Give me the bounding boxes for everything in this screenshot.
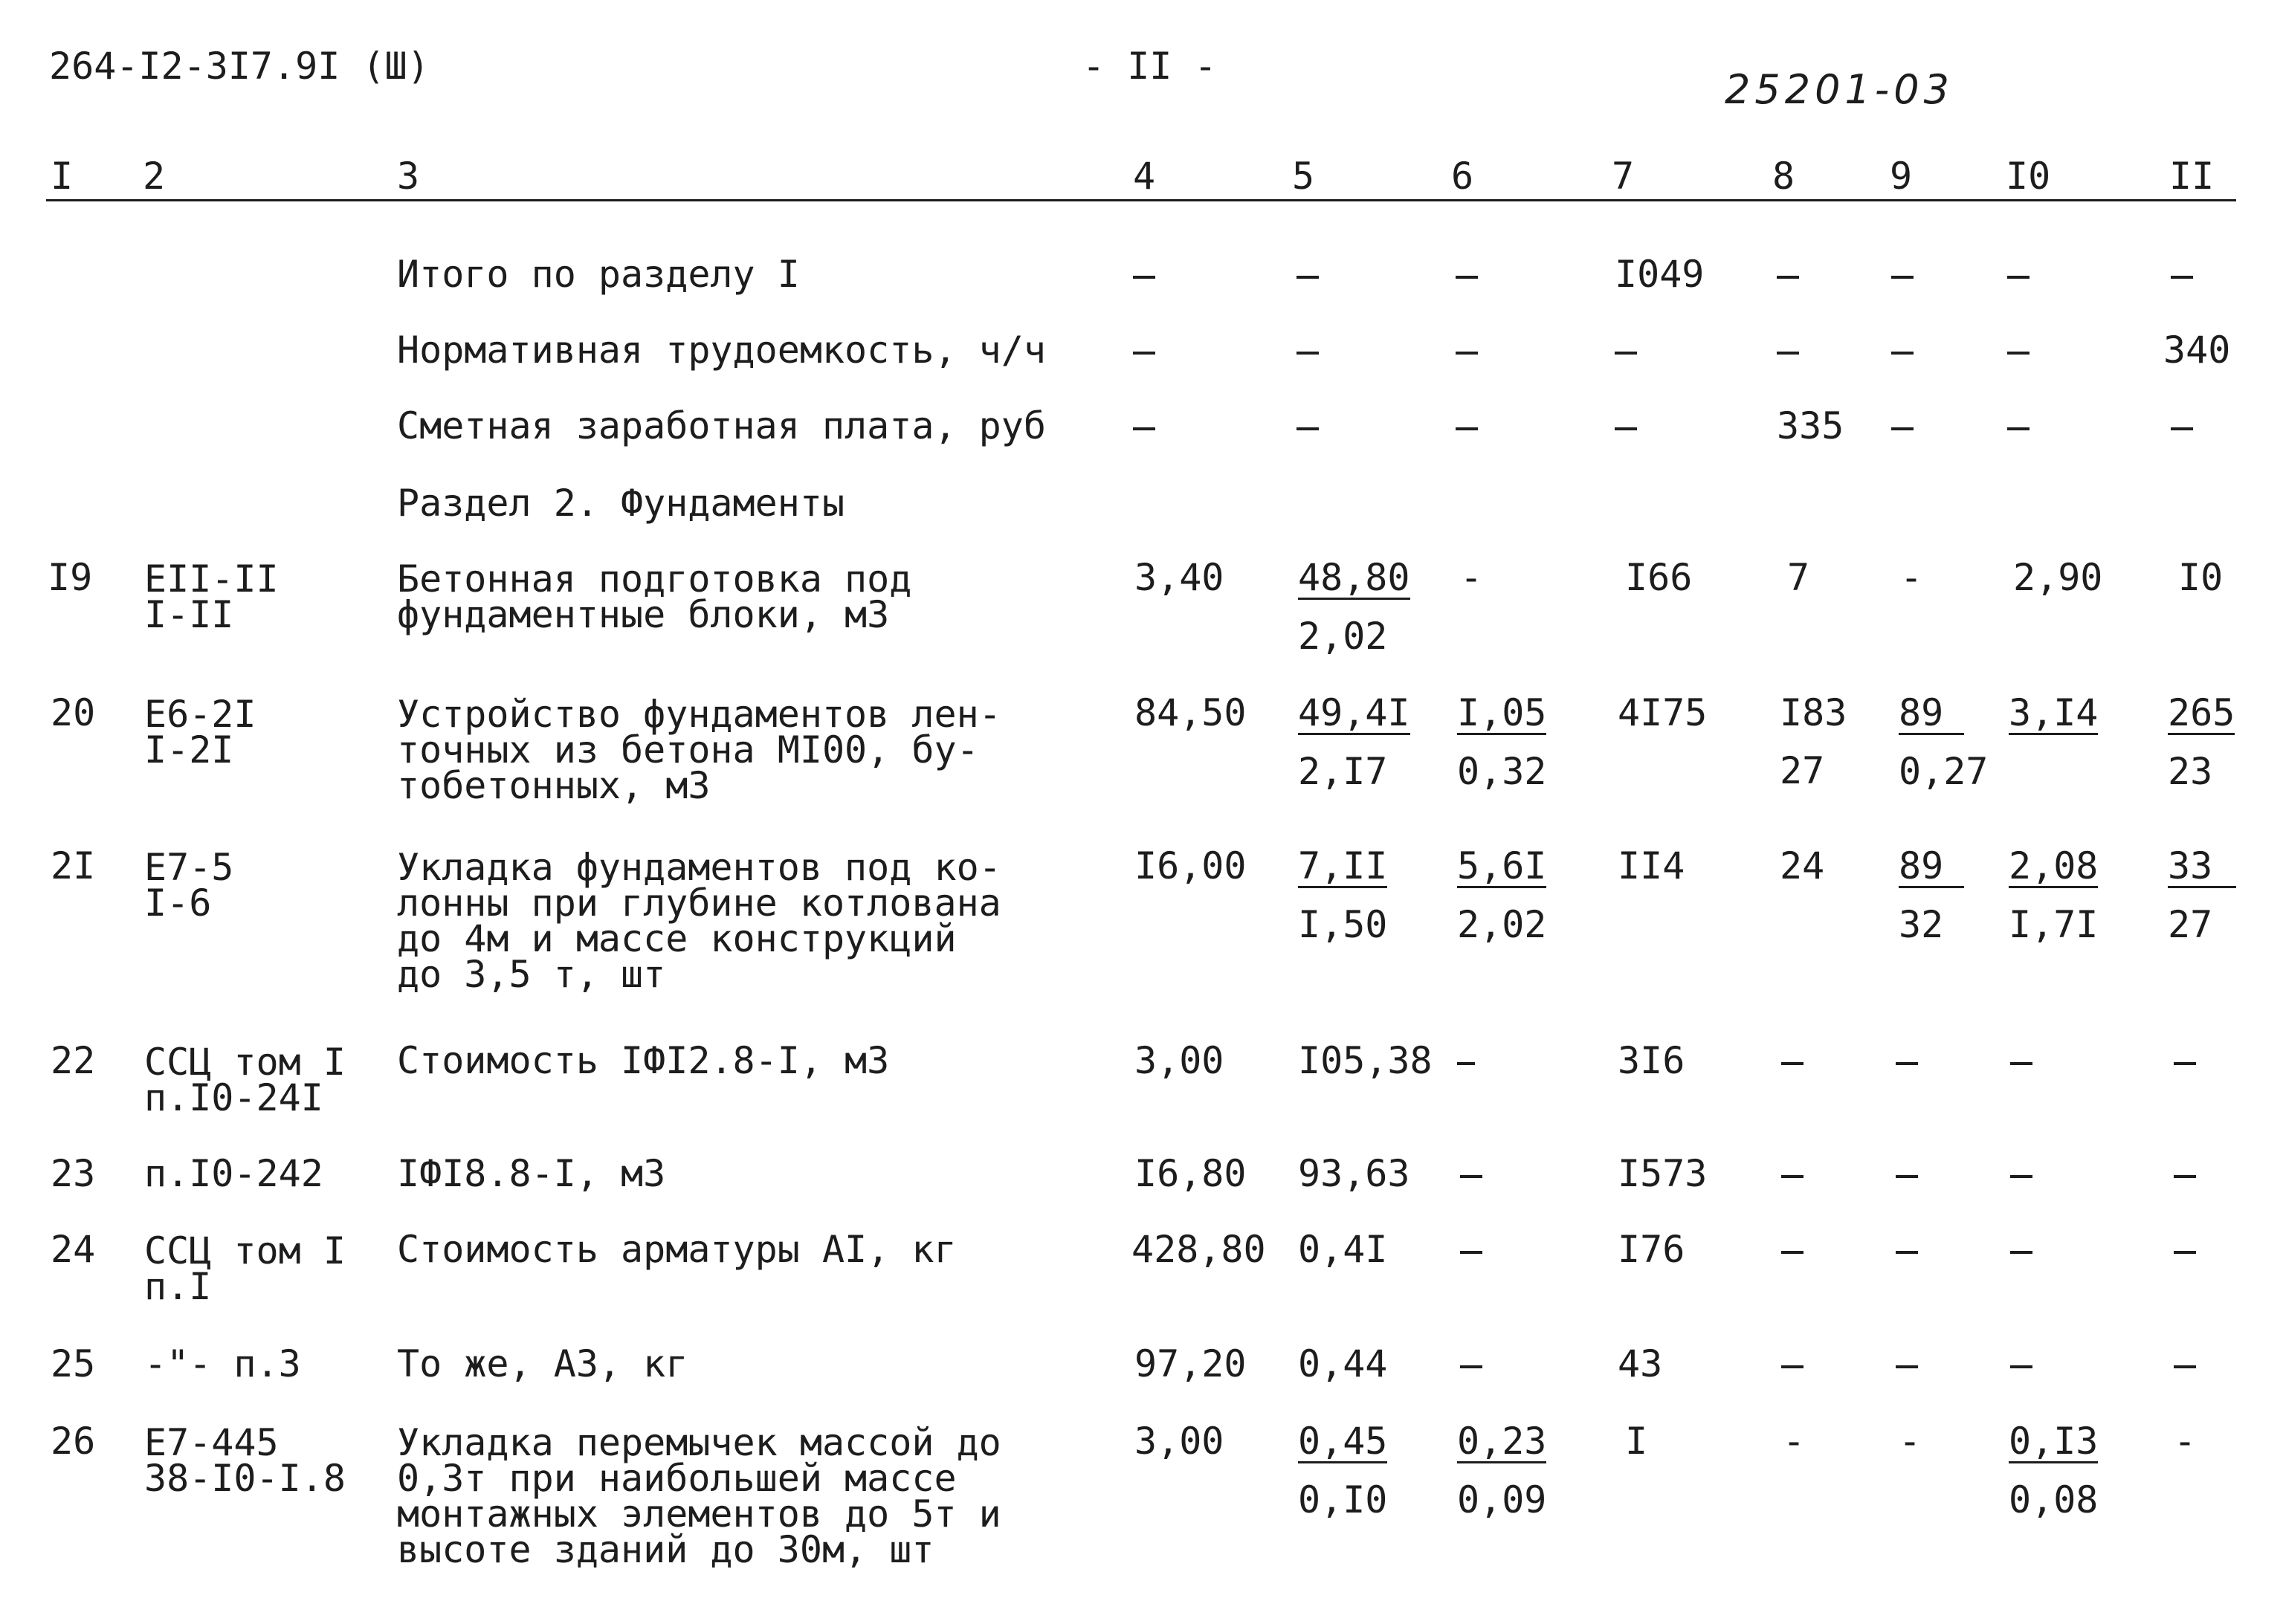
cell-dash: - xyxy=(1783,1420,1806,1463)
total-value: I049 xyxy=(1615,253,1705,296)
work-description: Укладка фундаментов под ко- лонны при глубине котлована до 4м и массе конструкций до 3,5 т, шт xyxy=(397,846,1001,996)
total-cost: 4I75 xyxy=(1618,691,1708,734)
col-header-3: 3 xyxy=(397,155,420,198)
cell-dash xyxy=(1615,407,1637,444)
total-cost: II4 xyxy=(1618,844,1685,887)
cell-dash xyxy=(1615,331,1637,369)
wage-label: Сметная заработная плата, руб xyxy=(397,404,1046,447)
work-description: Бетонная подготовка под фундаментные блоки, м3 xyxy=(397,557,912,636)
work-description: Устройство фундаментов лен- точных из бетона MI00, бу- тобетонных, м3 xyxy=(397,693,1001,807)
wage-cost: I83 27 xyxy=(1780,691,1847,792)
machine-cost: I,05 0,32 xyxy=(1457,691,1547,793)
total-cost: I66 xyxy=(1625,556,1693,599)
quantity: 84,50 xyxy=(1134,691,1247,734)
cell-dash xyxy=(1891,331,1914,369)
labor-total: I0 xyxy=(2178,556,2224,599)
quantity: 3,00 xyxy=(1134,1420,1224,1463)
norm-code: E6-2I I-2I xyxy=(144,693,256,771)
cell-dash xyxy=(2007,256,2029,293)
cell-dash xyxy=(1133,256,1155,293)
page-number: - II - xyxy=(1082,45,1217,88)
machine-cost: 0,23 0,09 xyxy=(1457,1420,1547,1521)
cell-dash xyxy=(1896,1231,1918,1268)
col-header-5: 5 xyxy=(1292,155,1315,198)
total-cost: 43 xyxy=(1618,1342,1663,1385)
operation-cost: 89 0,27 xyxy=(1899,691,1989,793)
cell-dash xyxy=(2174,1345,2196,1382)
cell-dash xyxy=(1460,1345,1482,1382)
cell-dash xyxy=(1133,407,1155,444)
row-number: 20 xyxy=(51,691,96,734)
cell-dash xyxy=(2174,1231,2196,1268)
norm-code: E7-5 I-6 xyxy=(144,846,234,925)
quantity: I6,80 xyxy=(1134,1152,1247,1195)
cell-dash xyxy=(1297,256,1319,293)
cell-dash xyxy=(1891,256,1914,293)
cell-dash xyxy=(1781,1155,1804,1192)
wage-cost: 7 xyxy=(1787,556,1810,599)
cell-dash: - xyxy=(1900,556,1923,599)
labor-cost: 2,08 I,7I xyxy=(2009,844,2099,946)
col-header-8: 8 xyxy=(1772,155,1795,198)
cell-dash xyxy=(2174,1155,2196,1192)
cell-dash xyxy=(1781,1042,1804,1079)
cell-dash xyxy=(1456,331,1478,369)
cell-dash xyxy=(1133,331,1155,369)
col-header-9: 9 xyxy=(1890,155,1913,198)
cell-dash xyxy=(1460,1231,1482,1268)
work-description: Стоимость IФI2.8-I, м3 xyxy=(397,1039,890,1082)
row-number: I9 xyxy=(48,556,93,599)
norm-code: -"- п.3 xyxy=(144,1342,301,1385)
cell-dash xyxy=(1297,407,1319,444)
norm-code: EII-II I-II xyxy=(144,557,279,636)
cell-dash xyxy=(1896,1345,1918,1382)
cell-dash xyxy=(1460,1155,1482,1192)
row-number: 26 xyxy=(51,1420,96,1463)
work-description: Стоимость арматуры AI, кг xyxy=(397,1228,957,1271)
quantity: 3,40 xyxy=(1134,556,1224,599)
row-number: 22 xyxy=(51,1039,96,1082)
cell-dash: - xyxy=(1899,1420,1922,1463)
cell-dash: - xyxy=(1460,556,1483,599)
cell-dash xyxy=(1781,1345,1804,1382)
labor-cost: 2,90 xyxy=(2013,556,2103,599)
cell-dash xyxy=(2171,407,2193,444)
labor-label: Нормативная трудоемкость, ч/ч xyxy=(397,329,1046,372)
work-description: То же, A3, кг xyxy=(397,1342,688,1385)
total-cost: I76 xyxy=(1618,1228,1685,1271)
cell-dash xyxy=(2007,407,2029,444)
row-number: 25 xyxy=(51,1342,96,1385)
machine-cost: 5,6I 2,02 xyxy=(1457,844,1547,946)
cell-dash xyxy=(2010,1231,2032,1268)
norm-code: ССЦ том I п.I xyxy=(144,1229,346,1308)
col-header-4: 4 xyxy=(1133,155,1156,198)
col-header-10: I0 xyxy=(2006,155,2051,198)
cell-dash xyxy=(1781,1231,1804,1268)
col-header-11: II xyxy=(2169,155,2215,198)
row-number: 23 xyxy=(51,1152,96,1195)
total-cost: 3I6 xyxy=(1618,1039,1685,1082)
cell-dash xyxy=(1777,256,1799,293)
unit-cost: 7,II I,50 xyxy=(1298,844,1388,946)
unit-cost: 93,63 xyxy=(1298,1152,1410,1195)
section-title: Раздел 2. Фундаменты xyxy=(397,482,845,525)
cell-dash xyxy=(1297,331,1319,369)
quantity: 3,00 xyxy=(1134,1039,1224,1082)
unit-cost: 0,44 xyxy=(1298,1342,1388,1385)
quantity: 97,20 xyxy=(1134,1342,1247,1385)
cell-dash xyxy=(2007,331,2029,369)
cell-dash xyxy=(1896,1042,1918,1079)
labor-cost: 0,I3 0,08 xyxy=(2009,1420,2099,1521)
cell-dash xyxy=(2010,1042,2032,1079)
cell-dash xyxy=(2171,256,2193,293)
col-header-1: I xyxy=(51,155,74,198)
norm-code: ССЦ том I п.I0-24I xyxy=(144,1041,346,1119)
cell-dash xyxy=(1456,407,1478,444)
wage-value: 335 xyxy=(1777,404,1844,447)
row-number: 24 xyxy=(51,1228,96,1271)
quantity: I6,00 xyxy=(1134,844,1247,887)
cell-dash xyxy=(1891,407,1914,444)
unit-cost: 49,4I 2,I7 xyxy=(1298,691,1410,793)
labor-total: 33 27 xyxy=(2168,847,2236,943)
cell-dash xyxy=(1456,256,1478,293)
cell-dash xyxy=(2010,1155,2032,1192)
labor-value: 340 xyxy=(2163,329,2231,372)
cell-dash xyxy=(1896,1155,1918,1192)
work-description: IФI8.8-I, м3 xyxy=(397,1152,666,1195)
wage-cost: 24 xyxy=(1780,844,1825,887)
document-code: 264-I2-3I7.9I (Ш) xyxy=(49,45,430,88)
unit-cost: I05,38 xyxy=(1298,1039,1433,1082)
work-description: Укладка перемычек массой до 0,3т при наибольшей массе монтажных элементов до 5т и высоте зданий до 30м, шт xyxy=(397,1421,1001,1571)
cell-dash: - xyxy=(2174,1420,2197,1463)
labor-cost: 3,I4 xyxy=(2009,691,2099,734)
labor-total: 265 23 xyxy=(2168,691,2235,793)
cell-dash xyxy=(1457,1042,1475,1079)
operation-cost: 89 32 xyxy=(1899,847,1964,943)
quantity: 428,80 xyxy=(1131,1228,1266,1271)
row-number: 2I xyxy=(51,844,96,887)
norm-code: п.I0-242 xyxy=(144,1152,323,1195)
col-header-2: 2 xyxy=(143,155,166,198)
unit-cost: 0,4I xyxy=(1298,1228,1388,1271)
cell-dash xyxy=(1777,331,1799,369)
unit-cost: 0,45 0,I0 xyxy=(1298,1420,1388,1521)
total-label: Итого по разделу I xyxy=(397,253,800,296)
total-cost: I xyxy=(1625,1420,1648,1463)
cell-dash xyxy=(2174,1042,2196,1079)
total-cost: I573 xyxy=(1618,1152,1708,1195)
cell-dash xyxy=(2010,1345,2032,1382)
norm-code: E7-445 38-I0-I.8 xyxy=(144,1421,346,1500)
header-rule xyxy=(46,199,2236,201)
inventory-stamp: 25201-03 xyxy=(1725,66,1954,113)
col-header-6: 6 xyxy=(1451,155,1474,198)
unit-cost: 48,80 2,02 xyxy=(1298,556,1410,658)
col-header-7: 7 xyxy=(1612,155,1635,198)
